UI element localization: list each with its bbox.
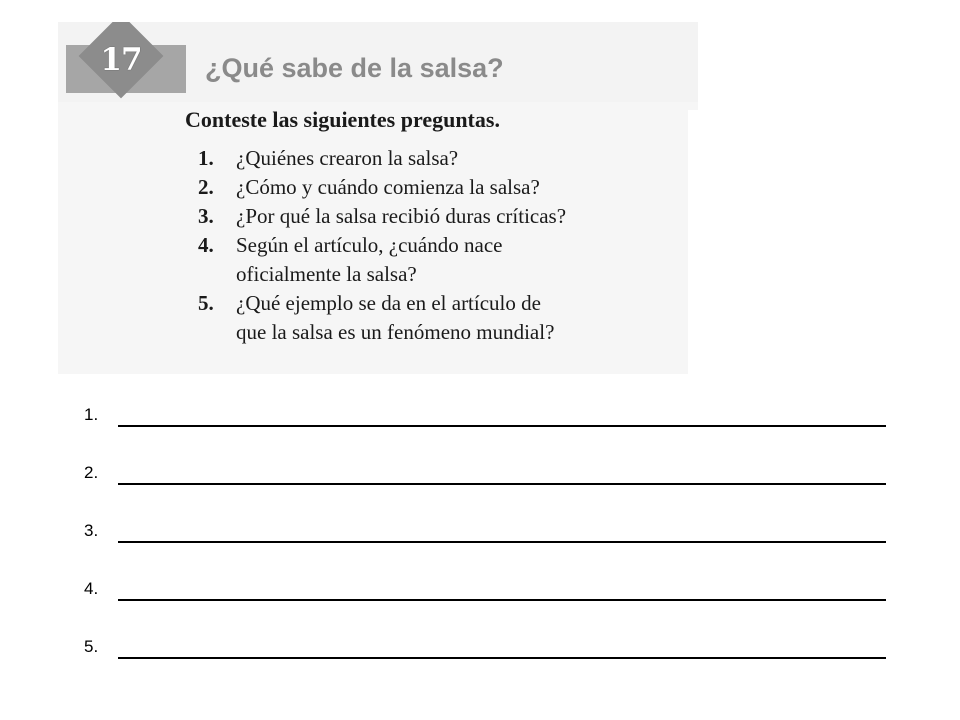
question-item [198,289,566,347]
answer-number: 1. [84,405,99,424]
answer-line-2[interactable] [118,483,886,485]
answer-number: 5. [84,637,99,656]
question-number: 2. [198,175,214,199]
answer-line-5[interactable] [118,657,886,659]
question-text: ¿Cómo y cuándo comienza la salsa? [236,175,540,199]
question-number: 5. [198,291,214,315]
answer-number: 2. [84,463,99,482]
question-item [198,173,566,202]
activity-number: 17 [100,42,142,78]
question-number: 4. [198,233,214,257]
answer-line-4[interactable] [118,599,886,601]
question-text: ¿Por qué la salsa recibió duras críticas? [236,204,567,228]
instructions: Conteste las siguientes preguntas. [185,107,500,132]
question-text-continued: que la salsa es un fenómeno mundial? [236,320,555,344]
question-text: Según el artículo, ¿cuándo nace [236,233,503,257]
answer-row [84,578,886,636]
question-item [198,144,566,173]
question-item [198,231,566,289]
answer-row [84,404,886,462]
answer-number: 3. [84,521,99,540]
answer-line-1[interactable] [118,425,886,427]
answer-number: 4. [84,579,99,598]
question-list [198,144,566,347]
question-number: 3. [198,204,214,228]
textbook-excerpt [58,22,698,374]
question-text: ¿Qué ejemplo se da en el artículo de [236,291,541,315]
answer-row [84,520,886,578]
answer-line-3[interactable] [118,541,886,543]
activity-title: ¿Qué sabe de la salsa? [205,53,504,83]
question-item [198,202,566,231]
answer-row [84,462,886,520]
answer-row [84,636,886,694]
question-text-continued: oficialmente la salsa? [236,262,417,286]
question-text: ¿Quiénes crearon la salsa? [236,146,459,170]
answer-section [84,404,886,694]
scan-edge [688,110,698,374]
question-number: 1. [198,146,214,170]
